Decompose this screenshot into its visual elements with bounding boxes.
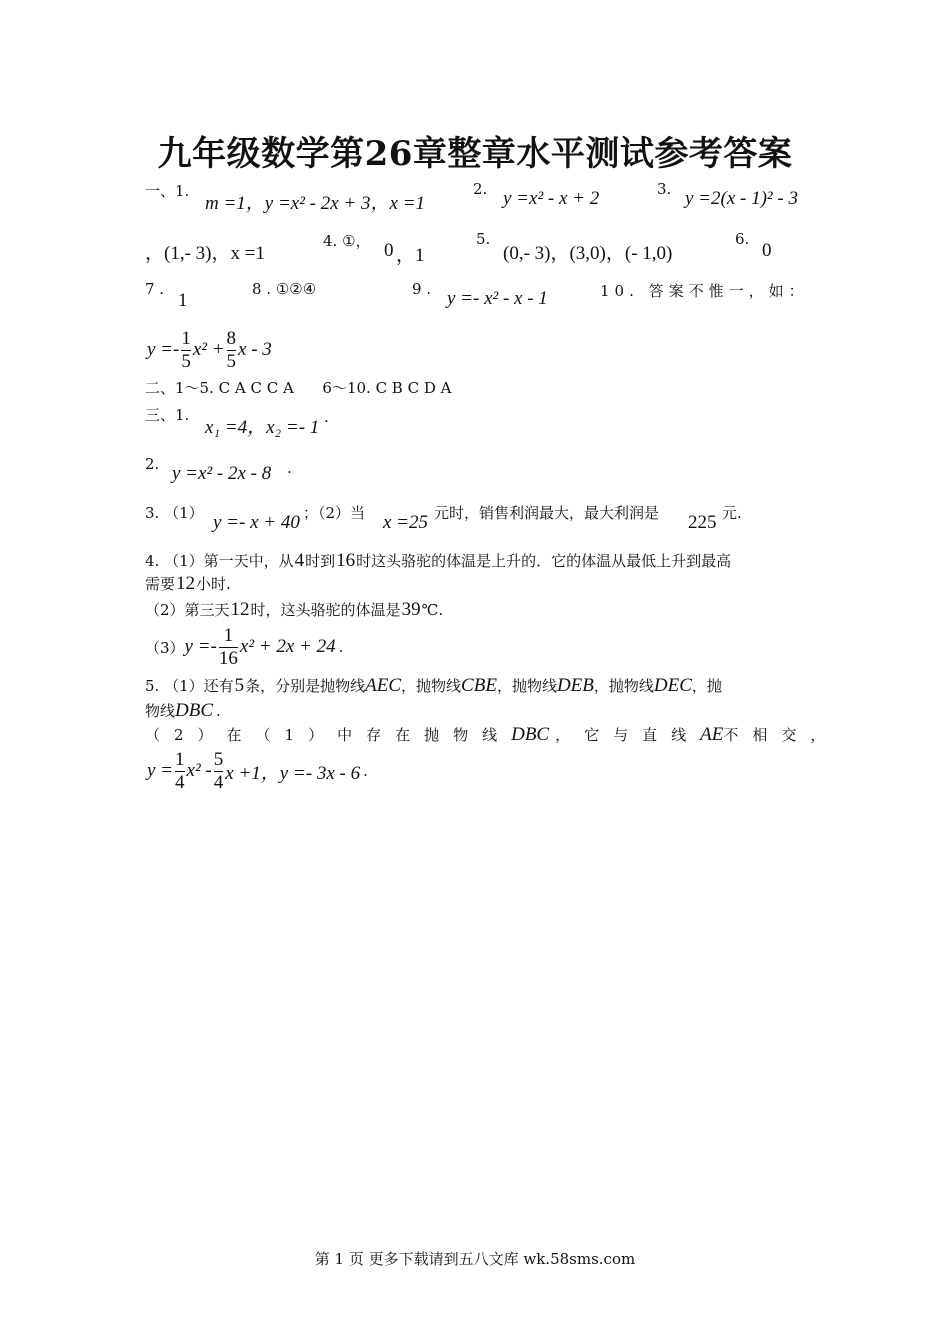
section3-q3-d: 元时，销售利润最大，最大利润是	[434, 504, 660, 522]
answer-4-a: 0	[384, 240, 394, 261]
answer-2-label: 2.	[473, 180, 488, 198]
section3-q4-line2: 需要 12 小时.	[145, 573, 231, 594]
fraction-eight-fifths: $\frac{8}{5}$	[226, 327, 237, 372]
section3-q2-end: .	[287, 459, 292, 477]
answer-3-continued: ，(1,- 3)，x =1	[145, 243, 265, 264]
fraction-one-fifth: $\frac{1}{5}$	[181, 327, 191, 372]
fraction-five-quarters: $\frac{5}{4}$	[213, 748, 224, 793]
section3-q3-b: ；（2）当	[303, 504, 366, 522]
answer-4-b: ，1	[396, 245, 425, 266]
answer-10-label: 10. 答案不惟一，如：	[600, 282, 809, 300]
answer-5-label: 5.	[476, 230, 491, 248]
answer-6-label: 6.	[735, 230, 750, 248]
section3-q1-end: .	[324, 408, 329, 426]
section3-q3-f: 元.	[722, 504, 742, 522]
fraction-one-sixteenth: $\frac{1}{16}$	[218, 624, 238, 669]
answer-6: 0	[762, 240, 772, 261]
answer-5: (0,- 3)，(3,0)，(- 1,0)	[503, 243, 673, 264]
section3-q5-part2-formula: y = $\frac{1}{4}$ x² - $\frac{5}{4}$ x +1，y =- 3x - 6 .	[147, 748, 368, 793]
section3-q1-answer: x₁ =4，x₂ =- 1	[205, 417, 320, 438]
section3-q3-label: 3. （1）	[145, 504, 204, 522]
answer-10-lhs: y =-	[147, 339, 180, 360]
section3-q3-e: 225	[688, 512, 717, 533]
section1-label: 一、1.	[145, 182, 190, 200]
section3-q3-c: x =25	[383, 512, 429, 533]
answer-9: y =- x² - x - 1	[447, 288, 548, 309]
answer-10-mid: x² +	[192, 339, 225, 360]
answer-2: y =x² - x + 2	[503, 188, 600, 209]
answer-10-formula	[147, 326, 272, 374]
section3-q5-line2: 物线 DBC .	[145, 700, 221, 721]
page-title: 九年级数学第26章整章水平测试参考答案	[157, 134, 793, 174]
section3-q3-a: y =- x + 40	[213, 512, 300, 533]
page-footer: 第 1 页 更多下载请到五八文库 wk.58sms.com	[314, 1250, 636, 1268]
section3-q4-part2: （2）第三天 12 时，这头骆驼的体温是 39 ℃.	[145, 599, 444, 620]
section3-q2-answer: y =x² - 2x - 8	[172, 463, 272, 484]
answer-7: 1	[178, 290, 188, 311]
section3-q1-label: 三、1.	[145, 406, 190, 424]
fraction-one-quarter: $\frac{1}{4}$	[175, 748, 185, 793]
answer-7-label: 7 .	[145, 280, 165, 298]
answer-8: 8 . ①②④	[252, 280, 317, 298]
answer-9-label: 9 .	[412, 280, 432, 298]
section3-q5-line1: 5. （1）还有 5 条，分别是抛物线 AEC ，抛物线 CBE ，抛物线 DEB ，抛物线 DEC ，抛	[145, 675, 722, 696]
section3-q4-line1: 4. （1）第一天中，从 4 时到 16 时这头骆驼的体温是上升的．它的体温从最低上升到最高	[145, 550, 732, 571]
section3-q2-label: 2.	[145, 455, 160, 473]
section2-answers: 二、1～5. C A C C A 6～10. C B C D A	[145, 379, 452, 397]
section3-q5-part2-line1: （2）在（1）中存在抛物线 DBC ，它与直线 AE 不相交，	[145, 724, 840, 745]
answer-3-label: 3.	[657, 180, 672, 198]
answer-10-tail: x - 3	[238, 339, 272, 360]
answer-4-label: 4. ①，	[323, 232, 371, 250]
answer-1: m =1，y =x² - 2x + 3，x =1	[205, 193, 426, 214]
section3-q4-part3: （3） y =- $\frac{1}{16}$ x² + 2x + 24 .	[145, 624, 344, 669]
answer-3: y =2(x - 1)² - 3	[685, 188, 798, 209]
